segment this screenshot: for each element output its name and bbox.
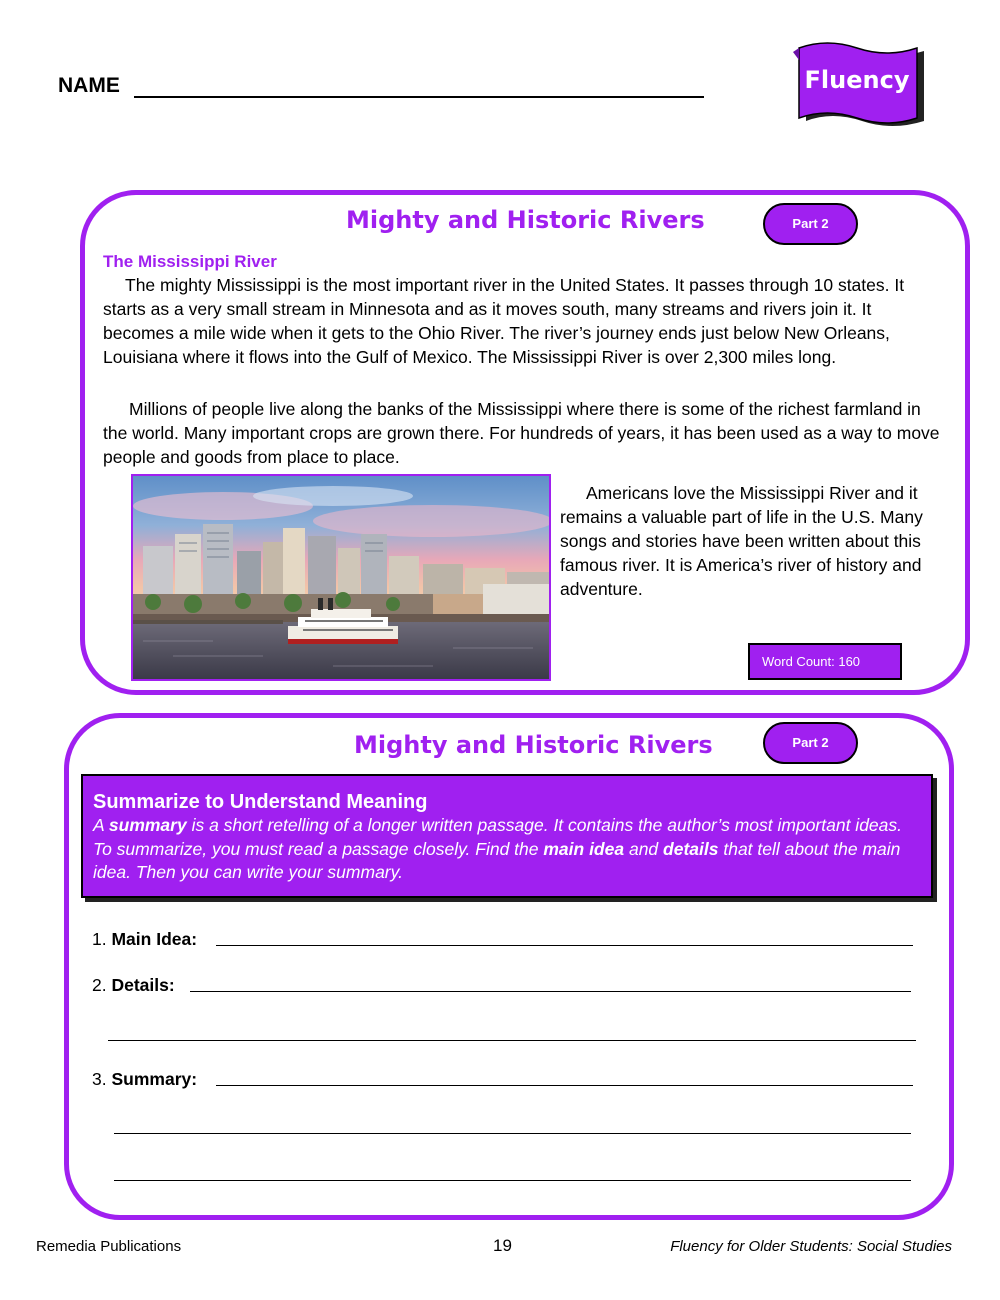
name-row [58, 72, 708, 102]
passage-paragraph-2: Millions of people live along the banks of the Mississippi where there is some of the richest farmland in the world. Many important crops are grown there. For hundreds of years, it has been used as a way to move people and goods from place to place. [103, 399, 940, 467]
term-summary: summary [108, 815, 187, 835]
question-main-idea [92, 929, 197, 950]
summary-answer-line-1[interactable] [216, 1085, 913, 1086]
term-details: details [663, 838, 719, 859]
name-label: NAME [58, 74, 120, 97]
word-count-badge: Word Count: 160 [748, 643, 902, 680]
summary-part-badge: Part 2 [763, 722, 858, 764]
page-number: 19 [493, 1236, 512, 1255]
explanation-text: A [93, 815, 109, 835]
details-answer-line-2[interactable] [108, 1040, 916, 1041]
footer-publisher: Remedia Publications [36, 1238, 182, 1255]
explanation-text: that tell about the main idea. Then you can write your summary. [93, 838, 901, 882]
question-summary [92, 1069, 197, 1090]
question-number: 3. [92, 1069, 107, 1089]
passage-paragraph-3: Americans love the Mississippi River and it remains a valuable part of life in the U.S. Many songs and stories have been written about this famous river. It is America’s river of history and adventure. [560, 483, 923, 599]
summarize-heading: Summarize to Understand Meaning [93, 791, 428, 813]
name-write-line[interactable] [134, 96, 704, 98]
question-label: Details: [111, 975, 175, 995]
part-badge: Part 2 [763, 203, 858, 245]
summary-card-title: Mighty and Historic Rivers [354, 731, 713, 759]
question-label: Main Idea: [111, 929, 198, 949]
summary-answer-line-3[interactable] [114, 1180, 911, 1181]
footer-book-title: Fluency for Older Students: Social Studies [670, 1238, 952, 1255]
question-label: Summary: [111, 1069, 198, 1089]
new-orleans-riverfront-photo [131, 474, 551, 681]
details-answer-line-1[interactable] [190, 991, 911, 992]
summarize-explanation [93, 814, 921, 885]
summary-answer-line-2[interactable] [114, 1133, 911, 1134]
question-number: 1. [92, 929, 107, 949]
city-skyline-illustration [133, 476, 549, 679]
summarize-instructions-box [81, 774, 933, 898]
banner-label: Fluency [804, 66, 910, 94]
explanation-text: and [624, 838, 664, 859]
term-main-idea: main idea [543, 838, 625, 859]
fluency-banner [789, 40, 925, 128]
passage-title: Mighty and Historic Rivers [346, 206, 705, 234]
passage-paragraph-1: The mighty Mississippi is the most important river in the United States. It passes through 10 states. It starts as a very small stream in Minnesota and as it moves south, many streams and rivers join it. It becomes a mile wide when it gets to the Ohio River. The river’s journey ends just below New Orleans, Louisiana where it flows into the Gulf of Mexico. The Mississippi River is over 2,300 miles long. [103, 275, 905, 367]
passage-subheading: The Mississippi River [103, 252, 277, 271]
question-number: 2. [92, 975, 107, 995]
explanation-text: is a short retelling of a longer written passage. It contains the author’s most important ideas. To summarize, you must read a passage closely. Find the [93, 815, 903, 859]
question-details [92, 975, 175, 996]
main-idea-answer-line[interactable] [216, 945, 913, 946]
